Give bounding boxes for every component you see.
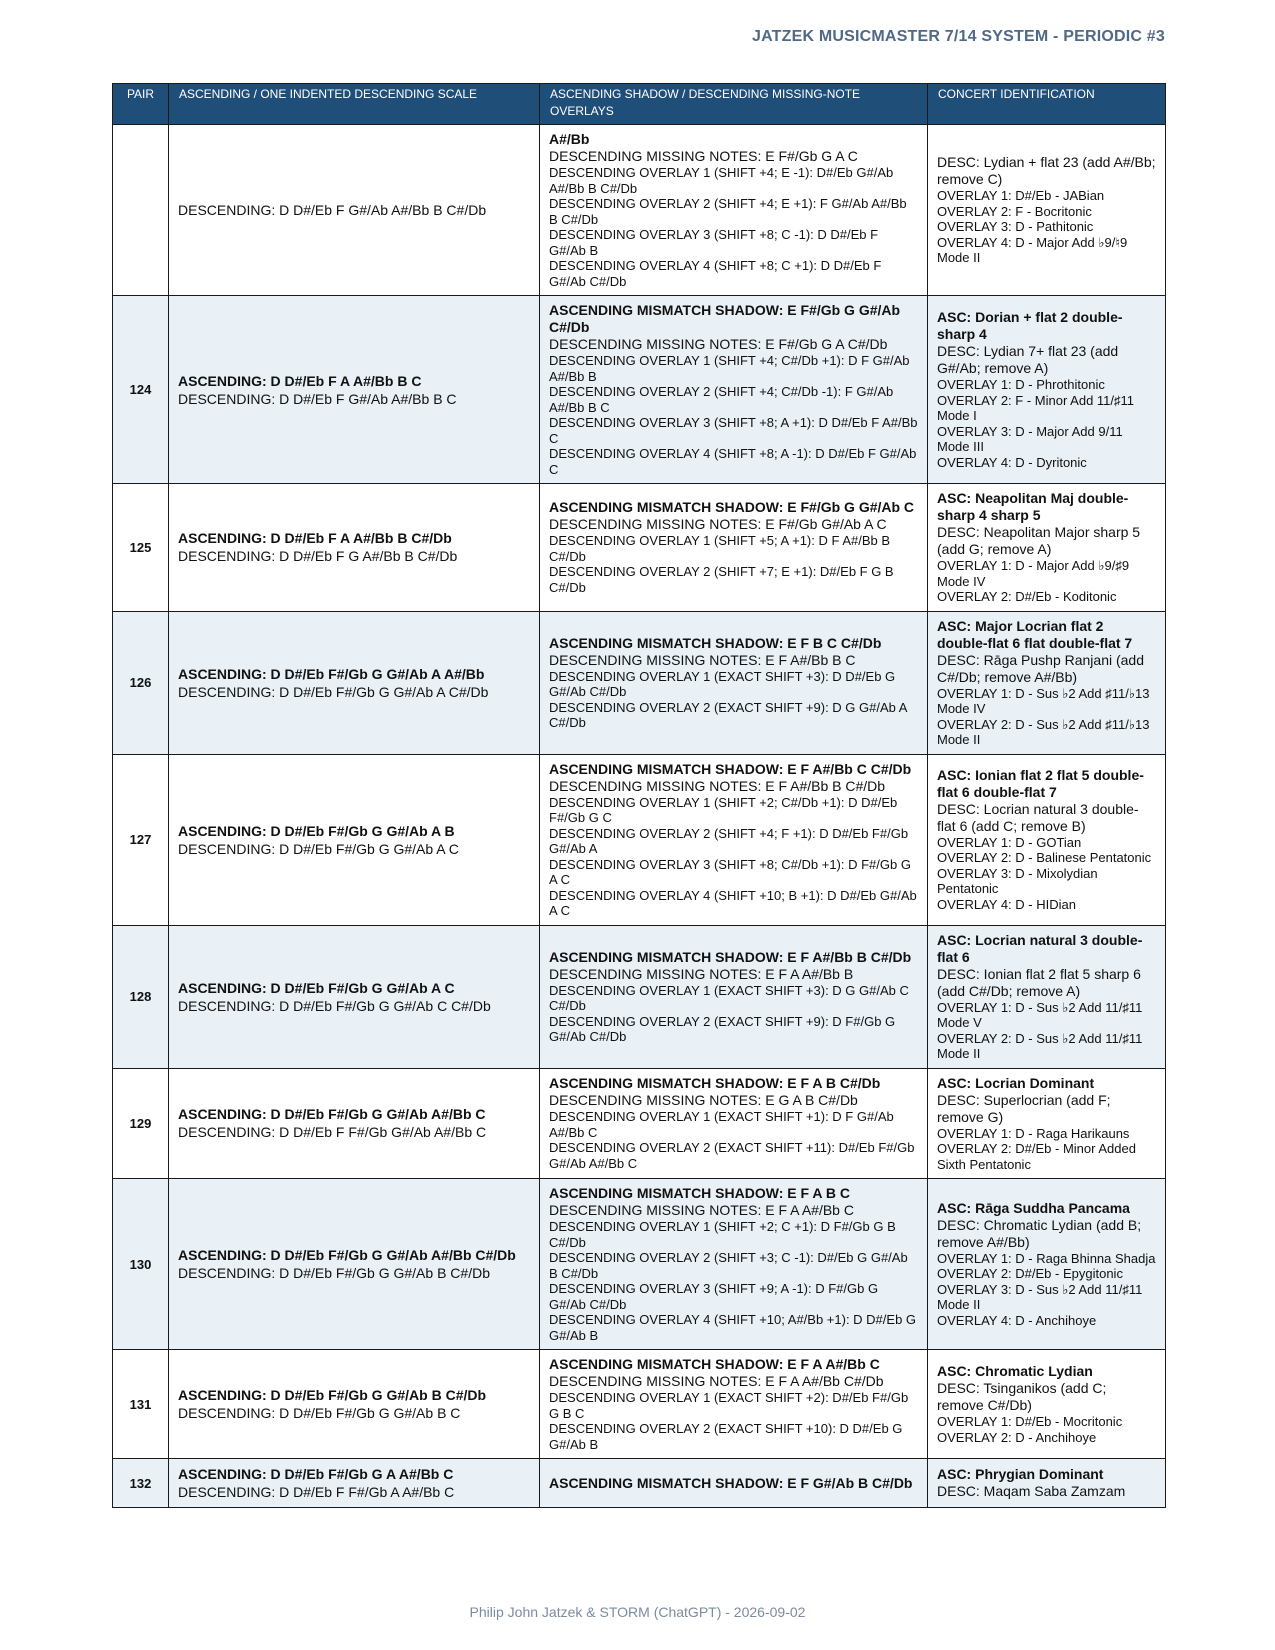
shadow-overlay-cell	[540, 611, 928, 754]
descending-overlay: DESCENDING OVERLAY 2 (EXACT SHIFT +11): D#/Eb F#/Gb G#/Ab A#/Bb C	[549, 1140, 915, 1171]
scale-cell	[169, 484, 540, 612]
concert-descending: DESC: Tsinganikos (add C; remove C#/Db)	[937, 1380, 1107, 1413]
table-row	[113, 296, 1166, 484]
scale-cell	[169, 611, 540, 754]
table-row	[113, 1459, 1166, 1508]
concert-overlay: OVERLAY 1: D - Major Add ♭9/♯9 Mode IV	[937, 558, 1130, 589]
ascending-shadow: ASCENDING MISMATCH SHADOW: E F A#/Bb C C#/Db	[549, 760, 912, 777]
ascending-shadow: ASCENDING MISMATCH SHADOW: E F B C C#/Db	[549, 634, 882, 651]
descending-overlay: DESCENDING OVERLAY 1 (EXACT SHIFT +3): D G G#/Ab C C#/Db	[549, 982, 909, 1013]
descending-scale: DESCENDING: D D#/Eb F#/Gb G G#/Ab A C#/Db	[178, 683, 489, 700]
concert-overlay: OVERLAY 2: D - Anchihoye	[937, 1429, 1097, 1445]
descending-overlay: DESCENDING OVERLAY 2 (SHIFT +4; F +1): D D#/Eb F#/Gb G#/Ab A	[549, 825, 909, 856]
table-row	[113, 125, 1166, 296]
concert-ascending: ASC: Major Locrian flat 2 double-flat 6 flat double-flat 7	[937, 617, 1133, 651]
descending-missing-notes: DESCENDING MISSING NOTES: E F A#/Bb B C#/Db	[549, 777, 886, 794]
descending-overlay: DESCENDING OVERLAY 1 (SHIFT +2; C#/Db +1): D D#/Eb F#/Gb G C	[549, 794, 898, 825]
descending-overlay: DESCENDING OVERLAY 4 (SHIFT +8; C +1): D D#/Eb F G#/Ab C#/Db	[549, 258, 882, 289]
ascending-scale: ASCENDING: D D#/Eb F A A#/Bb B C#/Db	[178, 530, 452, 547]
table-row	[113, 754, 1166, 925]
descending-scale: DESCENDING: D D#/Eb F G#/Ab A#/Bb B C#/Db	[178, 202, 487, 218]
pair-number: 132	[113, 1459, 169, 1508]
shadow-overlay-cell	[540, 125, 928, 296]
ascending-scale: ASCENDING: D D#/Eb F#/Gb G G#/Ab A A#/Bb	[178, 665, 485, 682]
pair-number: 131	[113, 1350, 169, 1459]
descending-overlay: DESCENDING OVERLAY 1 (SHIFT +4; C#/Db +1): D F G#/Ab A#/Bb B	[549, 353, 910, 384]
descending-missing-notes: DESCENDING MISSING NOTES: E F A A#/Bb C#/Db	[549, 1373, 884, 1389]
scale-cell	[169, 925, 540, 1068]
concert-identification-cell	[928, 125, 1166, 296]
descending-overlay: DESCENDING OVERLAY 1 (SHIFT +2; C +1): D F#/Gb G B C#/Db	[549, 1219, 896, 1250]
table-row	[113, 925, 1166, 1068]
descending-missing-notes: DESCENDING MISSING NOTES: E F A A#/Bb C	[549, 1202, 854, 1218]
concert-ascending: ASC: Chromatic Lydian	[937, 1363, 1093, 1379]
concert-ascending: ASC: Neapolitan Maj double-sharp 4 sharp 5	[937, 490, 1129, 523]
concert-ascending: ASC: Phrygian Dominant	[937, 1466, 1104, 1482]
concert-identification-cell	[928, 484, 1166, 612]
pair-number: 128	[113, 925, 169, 1068]
table-row	[113, 484, 1166, 612]
descending-overlay: DESCENDING OVERLAY 1 (EXACT SHIFT +1): D F G#/Ab A#/Bb C	[549, 1109, 894, 1140]
ascending-shadow: ASCENDING MISMATCH SHADOW: E F G#/Ab B C#/Db	[549, 1474, 913, 1491]
ascending-scale: ASCENDING: D D#/Eb F#/Gb G G#/Ab A B	[178, 822, 455, 839]
shadow-overlay-cell	[540, 1068, 928, 1179]
descending-overlay: DESCENDING OVERLAY 3 (SHIFT +8; C -1): D D#/Eb F G#/Ab B	[549, 227, 879, 258]
scale-cell	[169, 1459, 540, 1508]
descending-missing-notes: DESCENDING MISSING NOTES: E F A A#/Bb B	[549, 965, 854, 982]
concert-overlay: OVERLAY 1: D#/Eb - Mocritonic	[937, 1414, 1123, 1429]
concert-identification-cell	[928, 296, 1166, 484]
scale-cell	[169, 1350, 540, 1459]
descending-overlay: DESCENDING OVERLAY 3 (SHIFT +8; A +1): D D#/Eb F A#/Bb C	[549, 415, 918, 446]
pair-number: 124	[113, 296, 169, 484]
table-row	[113, 1179, 1166, 1350]
scale-cell	[169, 754, 540, 925]
shadow-overlay-cell	[540, 484, 928, 612]
concert-descending: DESC: Neapolitan Major sharp 5 (add G; remove A)	[937, 524, 1141, 557]
descending-missing-notes: DESCENDING MISSING NOTES: E F#/Gb G A C#/Db	[549, 336, 888, 352]
descending-overlay: DESCENDING OVERLAY 1 (EXACT SHIFT +2): D#/Eb F#/Gb G B C	[549, 1390, 909, 1421]
scale-cell	[169, 296, 540, 484]
shadow-overlay-cell	[540, 925, 928, 1068]
pair-number	[113, 125, 169, 296]
table-row	[113, 1068, 1166, 1179]
concert-overlay: OVERLAY 2: D#/Eb - Koditonic	[937, 589, 1117, 604]
shadow-overlay-cell	[540, 1459, 928, 1508]
ascending-shadow: A#/Bb	[549, 131, 590, 147]
concert-ascending: ASC: Dorian + flat 2 double-sharp 4	[937, 309, 1123, 342]
descending-scale: DESCENDING: D D#/Eb F#/Gb G G#/Ab C C#/Db	[178, 997, 491, 1014]
concert-descending: DESC: Maqam Saba Zamzam	[937, 1483, 1126, 1499]
concert-overlay: OVERLAY 2: D - Sus ♭2 Add 11/♯11 Mode II	[937, 1030, 1143, 1061]
descending-scale: DESCENDING: D D#/Eb F#/Gb G G#/Ab A C	[178, 840, 459, 857]
column-header-shadow: ASCENDING SHADOW / DESCENDING MISSING-NOTE OVERLAYS	[540, 84, 928, 125]
concert-overlay: OVERLAY 1: D - GOTian	[937, 834, 1082, 850]
pair-number: 130	[113, 1179, 169, 1350]
table-row	[113, 611, 1166, 754]
concert-descending: DESC: Locrian natural 3 double-flat 6 (add C; remove B)	[937, 800, 1139, 834]
pair-number: 127	[113, 754, 169, 925]
ascending-scale: ASCENDING: D D#/Eb F#/Gb G G#/Ab B C#/Db	[178, 1387, 487, 1403]
concert-identification-cell	[928, 1350, 1166, 1459]
descending-missing-notes: DESCENDING MISSING NOTES: E F#/Gb G A C	[549, 148, 858, 164]
concert-ascending: ASC: Locrian natural 3 double-flat 6	[937, 931, 1143, 965]
concert-overlay: OVERLAY 1: D - Phrothitonic	[937, 377, 1105, 392]
descending-overlay: DESCENDING OVERLAY 2 (SHIFT +4; C#/Db -1): F G#/Ab A#/Bb B C	[549, 384, 894, 415]
ascending-scale: ASCENDING: D D#/Eb F#/Gb G A A#/Bb C	[178, 1466, 454, 1482]
concert-ascending: ASC: Ionian flat 2 flat 5 double-flat 6 double-flat 7	[937, 766, 1144, 800]
concert-overlay: OVERLAY 2: F - Bocritonic	[937, 203, 1092, 219]
concert-overlay: OVERLAY 2: D#/Eb - Epygitonic	[937, 1266, 1123, 1282]
concert-identification-cell	[928, 1068, 1166, 1179]
concert-overlay: OVERLAY 3: D - Mixolydian Pentatonic	[937, 865, 1098, 897]
descending-overlay: DESCENDING OVERLAY 3 (SHIFT +9; A -1): D F#/Gb G G#/Ab C#/Db	[549, 1281, 879, 1312]
concert-descending: DESC: Lydian 7+ flat 23 (add G#/Ab; remove A)	[937, 343, 1119, 376]
pair-number: 125	[113, 484, 169, 612]
descending-overlay: DESCENDING OVERLAY 2 (EXACT SHIFT +9): D G G#/Ab A C#/Db	[549, 699, 907, 730]
concert-overlay: OVERLAY 2: D#/Eb - Minor Added Sixth Pentatonic	[937, 1141, 1136, 1172]
concert-overlay: OVERLAY 4: D - HIDian	[937, 896, 1076, 912]
concert-descending: DESC: Rāga Pushp Ranjani (add C#/Db; remove A#/Bb)	[937, 651, 1145, 685]
concert-ascending: ASC: Locrian Dominant	[937, 1074, 1095, 1091]
descending-overlay: DESCENDING OVERLAY 1 (EXACT SHIFT +3): D D#/Eb G G#/Ab C#/Db	[549, 668, 896, 699]
concert-identification-cell	[928, 925, 1166, 1068]
concert-overlay: OVERLAY 3: D - Major Add 9/11 Mode III	[937, 423, 1123, 454]
concert-identification-cell	[928, 1459, 1166, 1508]
concert-descending: DESC: Chromatic Lydian (add B; remove A#/Bb)	[937, 1216, 1142, 1250]
descending-scale: DESCENDING: D D#/Eb F#/Gb G G#/Ab B C#/Db	[178, 1265, 490, 1281]
descending-overlay: DESCENDING OVERLAY 2 (EXACT SHIFT +10): D D#/Eb G G#/Ab B	[549, 1421, 903, 1452]
scale-cell	[169, 1179, 540, 1350]
ascending-shadow: ASCENDING MISMATCH SHADOW: E F#/Gb G G#/Ab C	[549, 499, 915, 516]
descending-overlay: DESCENDING OVERLAY 4 (SHIFT +10; B +1): D D#/Eb G#/Ab A C	[549, 887, 917, 918]
shadow-overlay-cell	[540, 1179, 928, 1350]
concert-descending: DESC: Superlocrian (add F; remove G)	[937, 1091, 1111, 1125]
descending-scale: DESCENDING: D D#/Eb F#/Gb G G#/Ab B C	[178, 1405, 461, 1421]
shadow-overlay-cell	[540, 296, 928, 484]
ascending-shadow: ASCENDING MISMATCH SHADOW: E F#/Gb G G#/Ab C#/Db	[549, 302, 901, 335]
concert-overlay: OVERLAY 3: D - Sus ♭2 Add 11/♯11 Mode II	[937, 1281, 1143, 1313]
scale-cell	[169, 125, 540, 296]
document-title: JATZEK MUSICMASTER 7/14 SYSTEM - PERIODIC #3	[751, 28, 1165, 45]
concert-overlay: OVERLAY 1: D - Sus ♭2 Add 11/♯11 Mode V	[937, 999, 1143, 1030]
concert-overlay: OVERLAY 3: D - Pathitonic	[937, 219, 1094, 235]
concert-descending: DESC: Ionian flat 2 flat 5 sharp 6 (add C#/Db; remove A)	[937, 965, 1141, 999]
descending-scale: DESCENDING: D D#/Eb F G A#/Bb B C#/Db	[178, 548, 458, 565]
concert-ascending: ASC: Rāga Suddha Pancama	[937, 1199, 1130, 1216]
pair-number: 126	[113, 611, 169, 754]
concert-overlay: OVERLAY 1: D - Raga Harikauns	[937, 1125, 1130, 1141]
concert-overlay: OVERLAY 4: D - Major Add ♭9/♮9 Mode II	[937, 234, 1128, 266]
page-footer: Philip John Jatzek & STORM (ChatGPT) - 2026-09-02	[469, 1604, 806, 1620]
ascending-scale: ASCENDING: D D#/Eb F#/Gb G G#/Ab A C	[178, 979, 455, 996]
concert-overlay: OVERLAY 1: D - Sus ♭2 Add ♯11/♭13 Mode IV	[937, 685, 1150, 716]
column-header-scale: ASCENDING / ONE INDENTED DESCENDING SCALE	[169, 84, 540, 125]
descending-overlay: DESCENDING OVERLAY 2 (SHIFT +7; E +1): D#/Eb F G B C#/Db	[549, 564, 894, 595]
ascending-scale: ASCENDING: D D#/Eb F A A#/Bb B C	[178, 372, 422, 389]
column-header-concert: CONCERT IDENTIFICATION	[928, 84, 1166, 125]
ascending-shadow: ASCENDING MISMATCH SHADOW: E F A B C	[549, 1185, 850, 1201]
concert-overlay: OVERLAY 4: D - Anchihoye	[937, 1312, 1097, 1328]
descending-scale: DESCENDING: D D#/Eb F F#/Gb G#/Ab A#/Bb C	[178, 1124, 487, 1141]
scale-pairs-table	[112, 83, 1166, 1508]
descending-overlay: DESCENDING OVERLAY 4 (SHIFT +10; A#/Bb +1): D D#/Eb G G#/Ab B	[549, 1312, 917, 1343]
descending-overlay: DESCENDING OVERLAY 4 (SHIFT +8; A -1): D D#/Eb F G#/Ab C	[549, 446, 917, 477]
ascending-shadow: ASCENDING MISMATCH SHADOW: E F A A#/Bb C	[549, 1356, 880, 1372]
descending-overlay: DESCENDING OVERLAY 1 (SHIFT +5; A +1): D F A#/Bb B C#/Db	[549, 533, 891, 564]
pair-number: 129	[113, 1068, 169, 1179]
shadow-overlay-cell	[540, 1350, 928, 1459]
descending-missing-notes: DESCENDING MISSING NOTES: E F A#/Bb B C	[549, 651, 856, 668]
table-row	[113, 1350, 1166, 1459]
concert-overlay: OVERLAY 2: D - Sus ♭2 Add ♯11/♭13 Mode II	[937, 716, 1150, 747]
descending-missing-notes: DESCENDING MISSING NOTES: E G A B C#/Db	[549, 1092, 858, 1109]
ascending-scale: ASCENDING: D D#/Eb F#/Gb G G#/Ab A#/Bb C#/Db	[178, 1247, 516, 1263]
ascending-scale: ASCENDING: D D#/Eb F#/Gb G G#/Ab A#/Bb C	[178, 1106, 486, 1123]
ascending-shadow: ASCENDING MISMATCH SHADOW: E F A#/Bb B C#/Db	[549, 948, 912, 965]
concert-overlay: OVERLAY 2: D - Balinese Pentatonic	[937, 850, 1152, 866]
concert-descending: DESC: Lydian + flat 23 (add A#/Bb; remove C)	[937, 154, 1156, 188]
descending-overlay: DESCENDING OVERLAY 2 (EXACT SHIFT +9): D F#/Gb G G#/Ab C#/Db	[549, 1013, 896, 1044]
concert-identification-cell	[928, 611, 1166, 754]
concert-identification-cell	[928, 1179, 1166, 1350]
scale-cell	[169, 1068, 540, 1179]
concert-overlay: OVERLAY 4: D - Dyritonic	[937, 454, 1087, 470]
ascending-shadow: ASCENDING MISMATCH SHADOW: E F A B C#/Db	[549, 1075, 881, 1092]
concert-overlay: OVERLAY 1: D#/Eb - JABian	[937, 188, 1105, 204]
descending-missing-notes: DESCENDING MISSING NOTES: E F#/Gb G#/Ab A C	[549, 516, 887, 533]
concert-overlay: OVERLAY 1: D - Raga Bhinna Shadja	[937, 1250, 1156, 1266]
descending-overlay: DESCENDING OVERLAY 1 (SHIFT +4; E -1): D#/Eb G#/Ab A#/Bb B C#/Db	[549, 165, 894, 196]
descending-overlay: DESCENDING OVERLAY 2 (SHIFT +3; C -1): D#/Eb G G#/Ab B C#/Db	[549, 1250, 908, 1281]
descending-overlay: DESCENDING OVERLAY 3 (SHIFT +8; C#/Db +1): D F#/Gb G A C	[549, 856, 911, 887]
table-header-row	[113, 84, 1166, 125]
descending-scale: DESCENDING: D D#/Eb F F#/Gb A A#/Bb C	[178, 1484, 455, 1500]
descending-scale: DESCENDING: D D#/Eb F G#/Ab A#/Bb B C	[178, 390, 457, 407]
concert-identification-cell	[928, 754, 1166, 925]
concert-overlay: OVERLAY 2: F - Minor Add 11/♯11 Mode I	[937, 392, 1135, 423]
shadow-overlay-cell	[540, 754, 928, 925]
column-header-pair: PAIR	[113, 84, 169, 125]
descending-overlay: DESCENDING OVERLAY 2 (SHIFT +4; E +1): F G#/Ab A#/Bb B C#/Db	[549, 196, 907, 227]
